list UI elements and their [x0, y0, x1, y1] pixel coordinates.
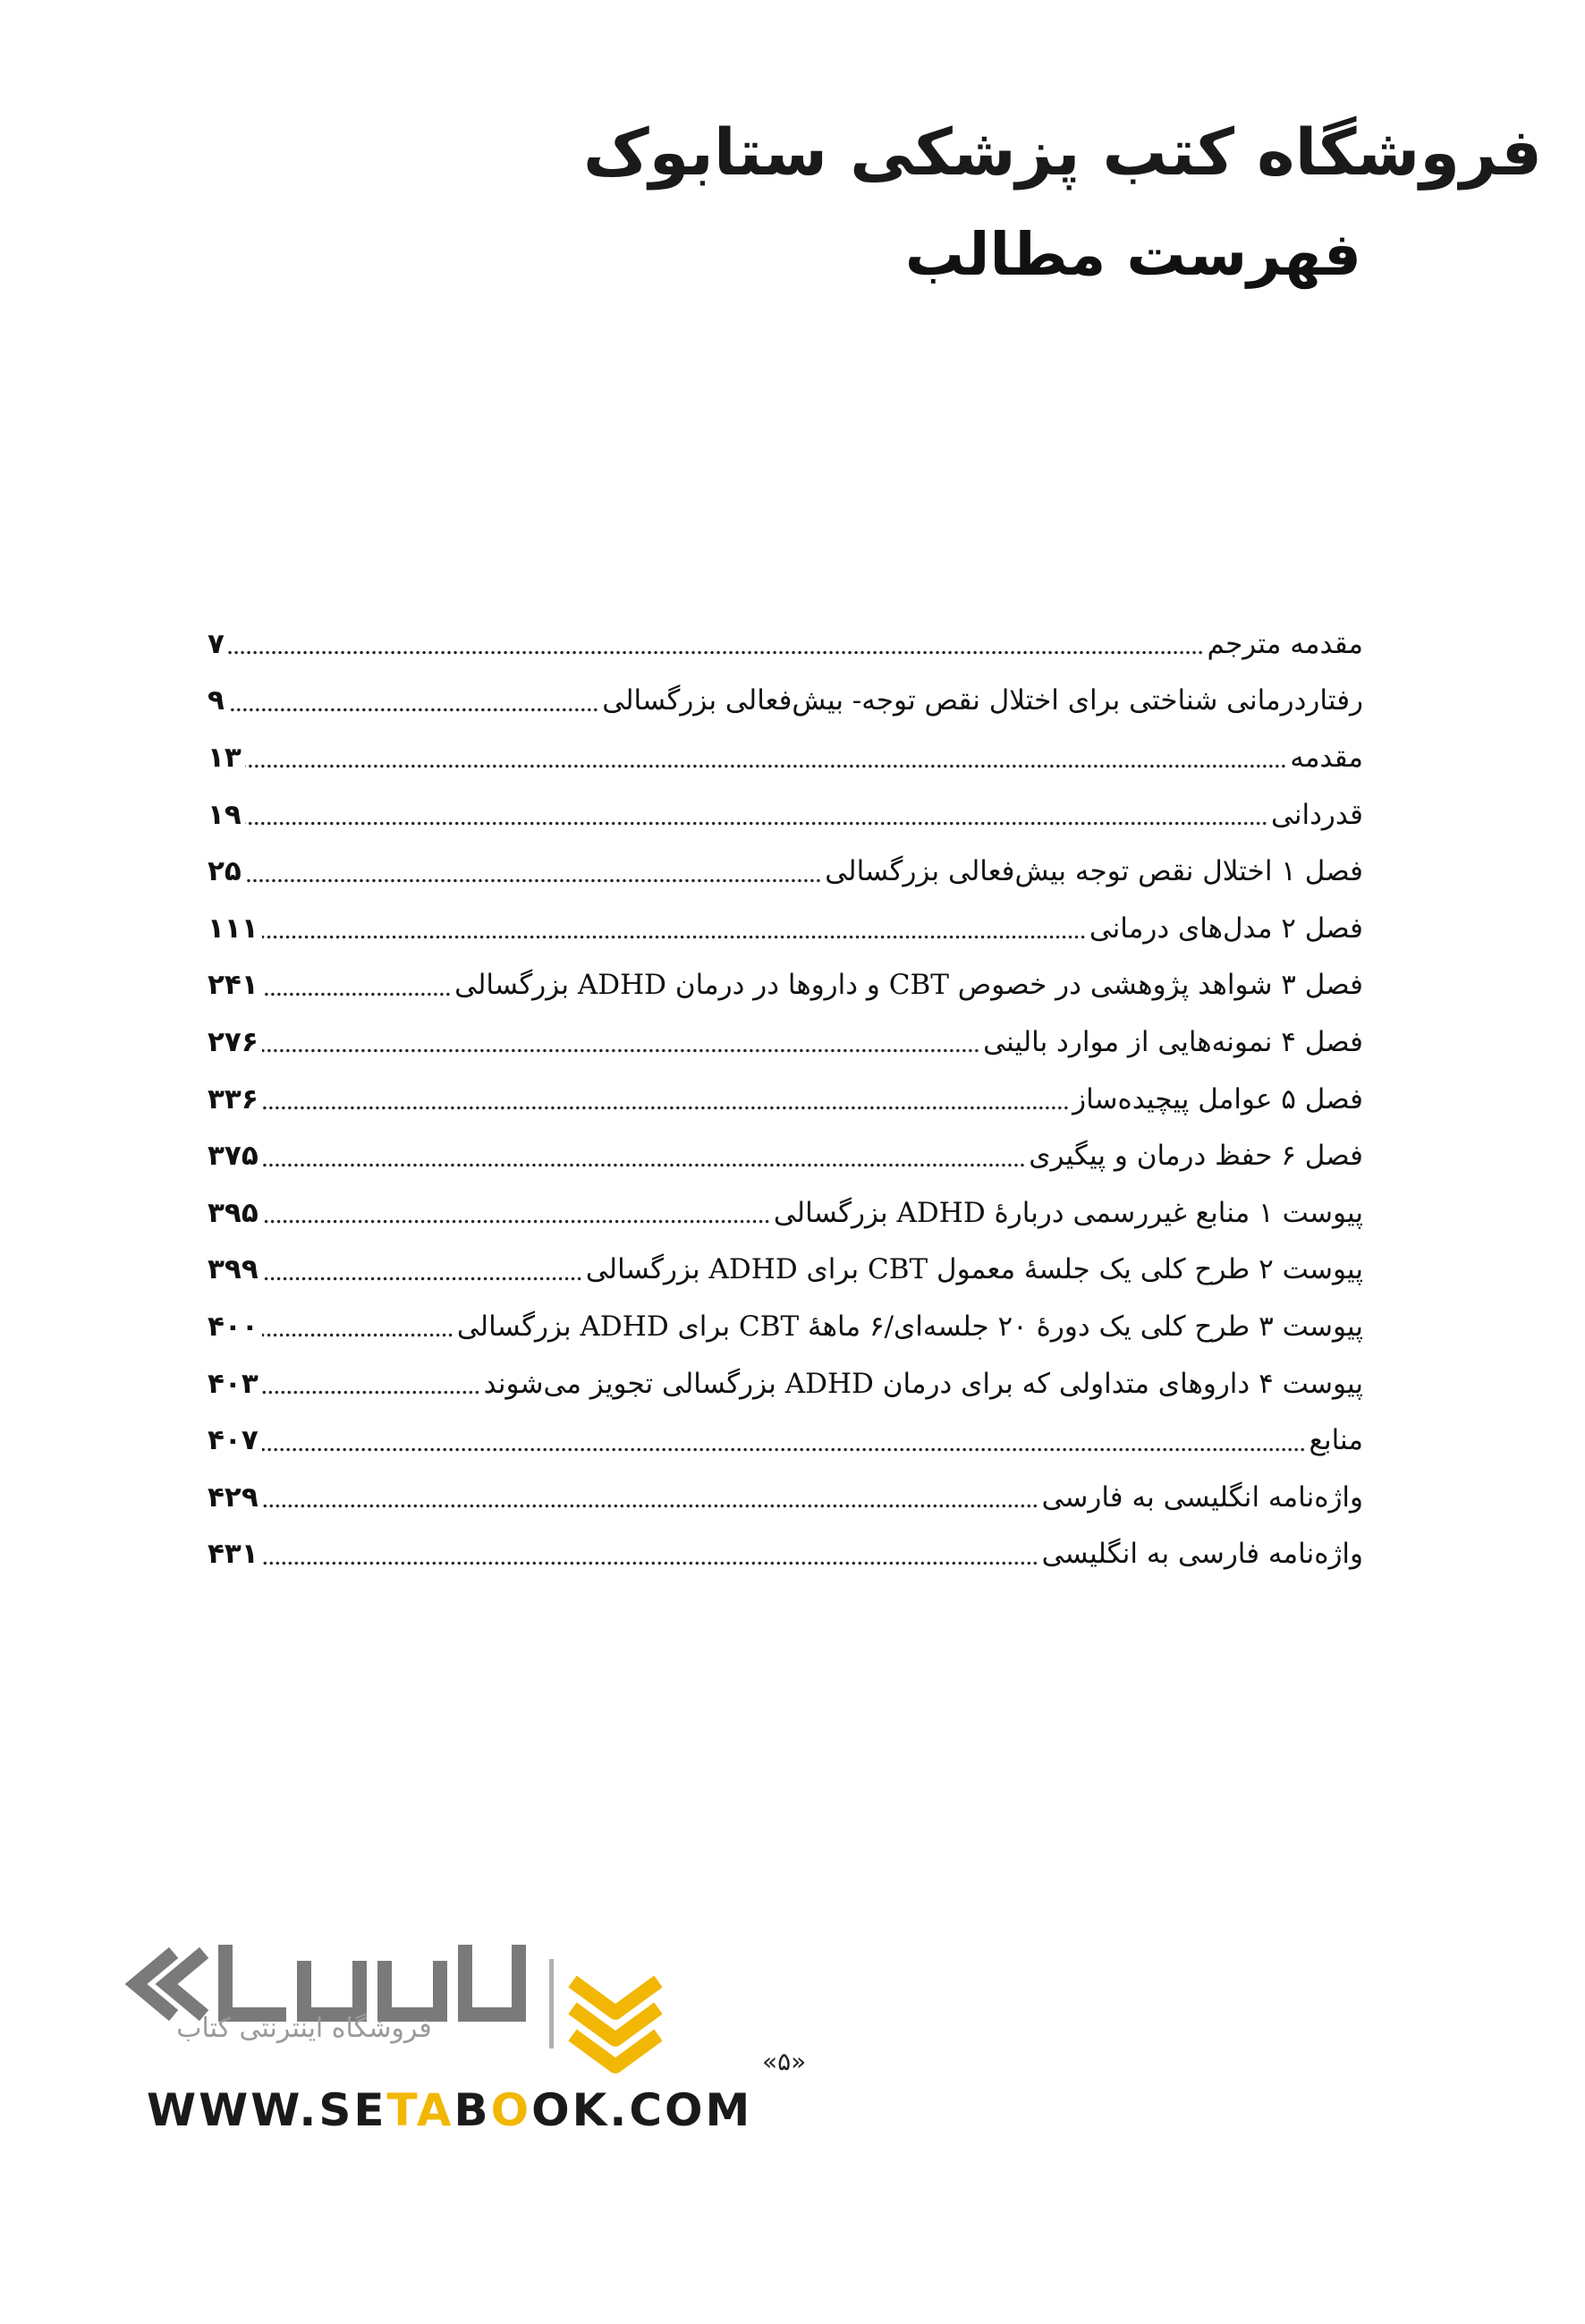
website-part: B [453, 2084, 491, 2136]
toc-leader-dots [262, 1502, 1038, 1511]
toc-entry-title: رفتاردرمانی شناختی برای اختلال نقص توجه- بیش‌فعالی بزرگسالی [602, 684, 1363, 717]
table-of-contents [208, 615, 1363, 1582]
toc-leader-dots [262, 1331, 453, 1340]
toc-leader-dots [262, 989, 451, 998]
toc-entry-title: فصل ۲ مدل‌های درمانی [1089, 912, 1363, 945]
toc-entry-page: ۹ [208, 684, 225, 717]
toc-leader-dots [245, 876, 821, 885]
toc-entry-page: ۴۰۷ [208, 1424, 259, 1457]
toc-entry-page: ۱۹ [208, 798, 242, 831]
toc-leader-dots [262, 1160, 1025, 1169]
book-icon [572, 1981, 658, 2066]
toc-heading: فهرست مطالب [904, 220, 1361, 289]
toc-entry-title: پیوست ۴ داروهای متداولی که برای درمان ADHD بزرگسالی تجویز می‌شوند [483, 1367, 1363, 1400]
logo-divider [549, 1959, 554, 2048]
store-title: فروشگاه کتب پزشکی ستابوک [582, 115, 1542, 190]
toc-entry-title: قدردانی [1271, 798, 1363, 831]
toc-leader-dots [245, 819, 1267, 828]
toc-entry-page: ۴۲۹ [208, 1480, 259, 1514]
toc-entry[interactable] [208, 615, 1363, 673]
toc-entry-page: ۷ [208, 627, 225, 660]
toc-entry-title: فصل ۵ عوامل پیچیده‌ساز [1072, 1082, 1363, 1115]
website-url[interactable] [147, 2084, 752, 2136]
setabook-logo [125, 1932, 662, 2084]
toc-leader-dots [262, 1217, 770, 1226]
toc-entry[interactable] [208, 900, 1363, 957]
toc-leader-dots [228, 649, 1204, 657]
toc-entry-page: ۳۹۵ [208, 1196, 259, 1229]
toc-leader-dots [262, 1047, 979, 1056]
toc-entry-title: پیوست ۱ منابع غیررسمی دربارهٔ ADHD بزرگسالی [773, 1196, 1363, 1229]
toc-entry-title: فصل ۳ شواهد پژوهشی در خصوص CBT و داروها در درمان ADHD بزرگسالی [454, 969, 1363, 1002]
toc-entry-page: ۲۴۱ [208, 969, 259, 1002]
toc-leader-dots [262, 1388, 480, 1397]
toc-leader-dots [262, 1445, 1306, 1454]
toc-entry[interactable] [208, 729, 1363, 786]
toc-entry-title: مقدمه [1290, 741, 1363, 774]
toc-entry[interactable] [208, 786, 1363, 844]
toc-leader-dots [245, 762, 1286, 771]
toc-entry-page: ۳۹۹ [208, 1253, 259, 1286]
toc-entry-page: ۳۳۶ [208, 1082, 259, 1115]
toc-entry[interactable] [208, 1014, 1363, 1071]
toc-entry-title: فصل ۶ حفظ درمان و پیگیری [1029, 1140, 1363, 1173]
toc-entry-title: فصل ۱ اختلال نقص توجه بیش‌فعالی بزرگسالی [825, 855, 1363, 888]
website-part: WWW.SE [147, 2084, 387, 2136]
toc-leader-dots [262, 1104, 1069, 1113]
toc-leader-dots [228, 705, 598, 714]
chevron-icon [136, 1957, 199, 2011]
toc-entry-page: ۴۳۱ [208, 1538, 259, 1571]
toc-entry-page: ۳۷۵ [208, 1140, 259, 1173]
page-number: «۵» [762, 2047, 807, 2076]
toc-entry-title: پیوست ۳ طرح کلی یک دورهٔ ۲۰ جلسه‌ای/۶ ماههٔ CBT برای ADHD بزرگسالی [456, 1310, 1363, 1343]
toc-entry-page: ۲۷۶ [208, 1025, 259, 1058]
toc-entry-title: واژه‌نامه انگلیسی به فارسی [1041, 1480, 1363, 1514]
toc-entry[interactable] [208, 1184, 1363, 1242]
toc-entry[interactable] [208, 1298, 1363, 1355]
toc-entry-page: ۴۰۳ [208, 1367, 259, 1400]
logo-letters [225, 1952, 519, 2014]
toc-entry[interactable] [208, 1526, 1363, 1583]
website-part: OK.COM [531, 2084, 753, 2136]
toc-entry-title: مقدمه مترجم [1207, 627, 1363, 660]
toc-entry[interactable] [208, 1071, 1363, 1128]
toc-entry-title: پیوست ۲ طرح کلی یک جلسهٔ معمول CBT برای ADHD بزرگسالی [585, 1253, 1363, 1286]
toc-entry[interactable] [208, 1412, 1363, 1469]
toc-entry[interactable] [208, 1127, 1363, 1184]
toc-leader-dots [262, 933, 1086, 942]
toc-entry-page: ۴۰۰ [208, 1310, 259, 1343]
website-accent: O [490, 2084, 532, 2136]
website-accent: TA [386, 2084, 454, 2136]
logo-subtitle: فروشگاه اینترنتی کتاب [176, 2013, 432, 2044]
toc-entry-page: ۲۵ [208, 855, 242, 888]
toc-entry[interactable] [208, 1242, 1363, 1299]
toc-entry-title: واژه‌نامه فارسی به انگلیسی [1041, 1538, 1363, 1571]
toc-leader-dots [262, 1558, 1038, 1567]
toc-entry[interactable] [208, 843, 1363, 900]
toc-entry[interactable] [208, 1355, 1363, 1412]
toc-leader-dots [262, 1274, 582, 1283]
toc-entry-title: فصل ۴ نمونه‌هایی از موارد بالینی [983, 1025, 1363, 1058]
toc-entry-page: ۱۱۱ [208, 912, 259, 945]
toc-entry[interactable] [208, 957, 1363, 1014]
toc-entry-page: ۱۳ [208, 741, 242, 774]
toc-entry[interactable] [208, 673, 1363, 730]
toc-entry-title: منابع [1309, 1424, 1363, 1457]
toc-entry[interactable] [208, 1469, 1363, 1526]
